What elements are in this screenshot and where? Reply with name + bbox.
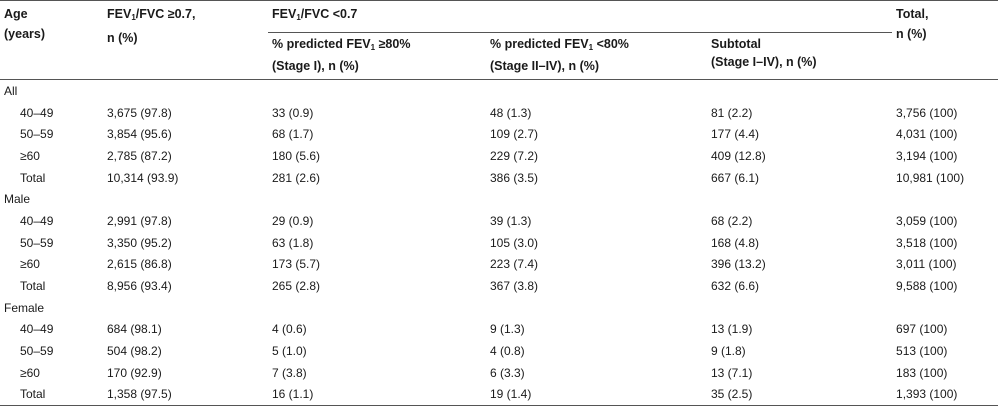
- table-cell: 2,991 (97.8): [107, 213, 172, 228]
- table-cell: 5 (1.0): [272, 344, 307, 359]
- header-total: [892, 1, 998, 80]
- table-cell: 105 (3.0): [490, 235, 539, 250]
- table-row: [0, 384, 998, 406]
- group-label: Male: [4, 192, 31, 207]
- table-cell: 180 (5.6): [272, 148, 321, 163]
- header-subtotal-line2: (Stage I–IV), n (%): [711, 55, 817, 69]
- table-cell: 1,358 (97.5): [103, 384, 268, 406]
- table-cell: 183 (100): [896, 365, 948, 380]
- table-cell: 2,785 (87.2): [107, 148, 172, 163]
- table-cell: 35 (2.5): [707, 384, 892, 406]
- table-cell: 409 (12.8): [711, 148, 766, 163]
- table-cell: 177 (4.4): [711, 127, 760, 142]
- header-stage1: [268, 33, 486, 80]
- table-header: [0, 1, 998, 80]
- table-cell: 367 (3.8): [490, 279, 539, 294]
- table-cell: 4 (0.8): [490, 344, 525, 359]
- header-normal-sub: 1: [131, 13, 136, 22]
- header-stage2-post: <80%: [593, 37, 629, 51]
- table-cell: 9 (1.8): [711, 344, 746, 359]
- header-normal-pre: FEV: [107, 7, 132, 21]
- header-age-label: Age: [4, 7, 28, 21]
- group-row: [0, 188, 998, 210]
- row-age-cell: 40–49: [20, 213, 54, 228]
- table-cell: 4 (0.6): [272, 322, 307, 337]
- table-row: [0, 167, 998, 189]
- table-cell: 3,756 (100): [896, 105, 958, 120]
- header-stage1-sub: 1: [370, 43, 376, 52]
- header-normal-unit: n (%): [107, 31, 138, 45]
- table-cell: 632 (6.6): [711, 279, 760, 294]
- table-cell: 168 (4.8): [711, 235, 760, 250]
- table-row: [0, 319, 998, 341]
- table-cell: 3,350 (95.2): [107, 235, 172, 250]
- table-cell: 3,194 (100): [896, 148, 958, 163]
- table-cell: 6 (3.3): [490, 365, 525, 380]
- table-body: [0, 80, 998, 406]
- table-cell: 265 (2.8): [272, 279, 321, 294]
- table-cell: 4,031 (100): [896, 127, 958, 142]
- table-cell: 3,675 (97.8): [107, 105, 172, 120]
- header-stage2-line2: (Stage II–IV), n (%): [490, 59, 600, 73]
- row-age-cell: Total: [0, 384, 103, 406]
- table-cell: 68 (2.2): [711, 213, 753, 228]
- table-cell: 68 (1.7): [272, 127, 314, 142]
- header-stage2: [486, 33, 707, 80]
- header-normal-post: /FVC ≥0.7,: [135, 7, 196, 21]
- table-cell: 63 (1.8): [272, 235, 314, 250]
- table-row: [0, 102, 998, 124]
- table-cell: 109 (2.7): [490, 127, 539, 142]
- row-age-cell: ≥60: [20, 365, 40, 380]
- row-age-cell: ≥60: [20, 257, 40, 272]
- table-cell: 81 (2.2): [711, 105, 753, 120]
- group-label: All: [4, 83, 18, 98]
- table-cell: 386 (3.5): [490, 170, 539, 185]
- table-cell: 10,981 (100): [896, 170, 965, 185]
- table-cell: 697 (100): [896, 322, 948, 337]
- row-age-cell: Total: [20, 170, 46, 185]
- header-obstructed-post: /FVC <0.7: [300, 7, 358, 21]
- row-age-cell: ≥60: [20, 148, 40, 163]
- group-row: [0, 80, 998, 102]
- table-row: [0, 123, 998, 145]
- header-stage2-pre: % predicted FEV: [490, 37, 589, 51]
- table-cell: 13 (7.1): [711, 365, 753, 380]
- row-age-cell: 40–49: [20, 322, 54, 337]
- table-cell: 2,615 (86.8): [107, 257, 172, 272]
- header-total-line1: Total,: [896, 7, 929, 21]
- table-cell: 3,518 (100): [896, 235, 958, 250]
- table-cell: 223 (7.4): [490, 257, 539, 272]
- table-cell: 7 (3.8): [272, 365, 307, 380]
- table-cell: 29 (0.9): [272, 213, 314, 228]
- table-cell: 173 (5.7): [272, 257, 321, 272]
- table-cell: 3,059 (100): [896, 213, 958, 228]
- header-age: [0, 1, 103, 80]
- table-cell: 19 (1.4): [486, 384, 707, 406]
- table-cell: 396 (13.2): [711, 257, 766, 272]
- header-stage1-pre: % predicted FEV: [272, 37, 371, 51]
- row-age-cell: 40–49: [20, 105, 54, 120]
- header-obstructed-sub: 1: [296, 13, 301, 22]
- header-stage1-line2: (Stage I), n (%): [272, 59, 359, 73]
- table-cell: 684 (98.1): [107, 322, 162, 337]
- header-total-line2: n (%): [896, 27, 927, 41]
- table-cell: 16 (1.1): [268, 384, 486, 406]
- table-cell: 9,588 (100): [896, 279, 958, 294]
- table-cell: 170 (92.9): [107, 365, 162, 380]
- table-row: [0, 362, 998, 384]
- table-cell: 8,956 (93.4): [107, 279, 172, 294]
- header-subtotal: [707, 33, 892, 80]
- table-row: [0, 210, 998, 232]
- header-normal: [103, 1, 268, 80]
- table-row: [0, 275, 998, 297]
- table-row: [0, 232, 998, 254]
- row-age-cell: 50–59: [20, 344, 54, 359]
- header-obstructed: [268, 1, 892, 33]
- table-row: [0, 145, 998, 167]
- table-cell: 229 (7.2): [490, 148, 539, 163]
- table-cell: 504 (98.2): [107, 344, 162, 359]
- group-label: Female: [4, 300, 45, 315]
- table-cell: 39 (1.3): [490, 213, 532, 228]
- table-cell: 3,854 (95.6): [107, 127, 172, 142]
- table-cell: 13 (1.9): [711, 322, 753, 337]
- table-row: [0, 340, 998, 362]
- header-age-unit: (years): [4, 27, 45, 41]
- group-row: [0, 297, 998, 319]
- table-cell: 3,011 (100): [896, 257, 957, 272]
- table-cell: 281 (2.6): [272, 170, 321, 185]
- row-age-cell: 50–59: [20, 127, 54, 142]
- table-cell: 48 (1.3): [490, 105, 532, 120]
- table-row: [0, 254, 998, 276]
- header-subtotal-line1: Subtotal: [711, 37, 761, 51]
- header-obstructed-pre: FEV: [272, 7, 297, 21]
- row-age-cell: 50–59: [20, 235, 54, 250]
- table-cell: 10,314 (93.9): [107, 170, 179, 185]
- table-cell: 33 (0.9): [272, 105, 314, 120]
- row-age-cell: Total: [20, 279, 46, 294]
- header-stage2-sub: 1: [588, 43, 594, 52]
- table-cell: 1,393 (100): [892, 384, 998, 406]
- header-stage1-post: ≥80%: [375, 37, 411, 51]
- table-cell: 9 (1.3): [490, 322, 525, 337]
- table-cell: 513 (100): [896, 344, 948, 359]
- table-cell: 667 (6.1): [711, 170, 760, 185]
